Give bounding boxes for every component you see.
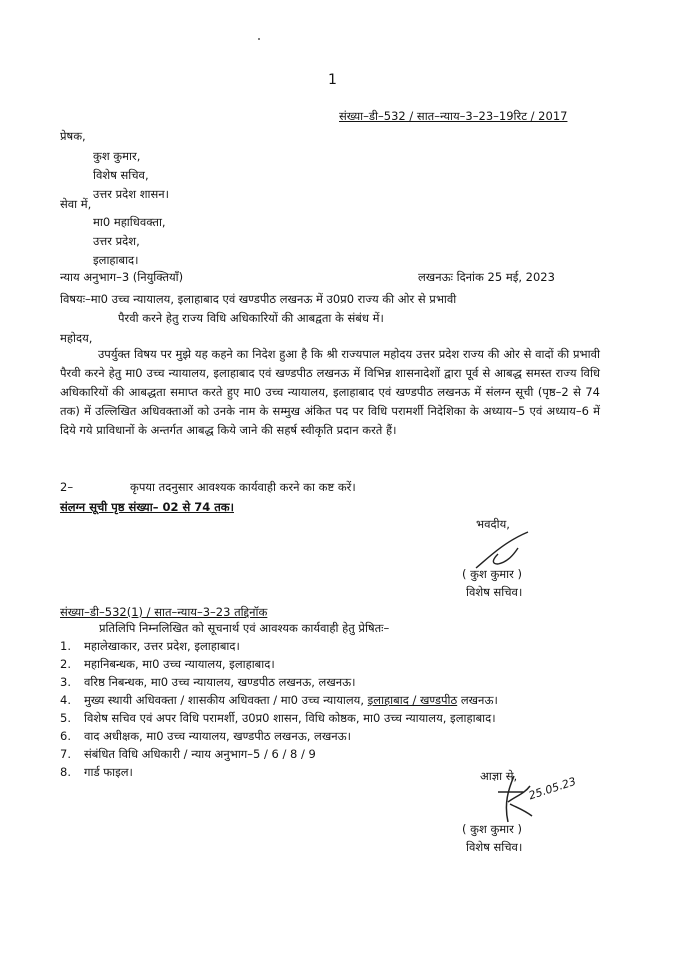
closing: भवदीय, — [476, 517, 510, 531]
list-item: 6. वाद अधीक्षक, मा0 उच्च न्यायालय, खण्डपीठ लखनऊ, लखनऊ। — [60, 729, 352, 743]
recipient-state: उत्तर प्रदेश, — [93, 234, 140, 248]
point-2-text: कृपया तदनुसार आवश्यक कार्यवाही करने का कष्ट करें। — [130, 480, 356, 494]
list-item: 4. मुख्य स्थायी अधिवक्ता / शासकीय अधिवक्ता / मा0 उच्च न्यायालय, इलाहाबाद / खण्डपीठ लखनऊ। — [60, 693, 498, 707]
recipient-label: सेवा में, — [60, 197, 92, 211]
list-item: 8. गार्ड फाइल। — [60, 765, 133, 779]
salutation: महोदय, — [60, 331, 93, 345]
recipient-name: मा0 महाधिवक्ता, — [93, 215, 166, 229]
sender-office: उत्तर प्रदेश शासन। — [93, 187, 170, 201]
signature-2-date: 25.05.23 — [527, 774, 578, 803]
sender-designation: विशेष सचिव, — [93, 168, 149, 182]
place-date: लखनऊः दिनांक 25 मई, 2023 — [418, 270, 555, 284]
list-item: 3. वरिष्ठ निबन्धक, मा0 उच्च न्यायालय, खण्डपीठ लखनऊ, लखनऊ। — [60, 675, 356, 689]
recipient-city: इलाहाबाद। — [93, 253, 139, 267]
list-item: 2. महानिबन्धक, मा0 उच्च न्यायालय, इलाहाबाद। — [60, 657, 275, 671]
list-item: 5. विशेष सचिव एवं अपर विधि परामर्शी, उ0प्र0 शासन, विधि कोष्ठक, मा0 उच्च न्यायालय, इलाहाबाद। — [60, 711, 496, 725]
point-2-number: 2– — [60, 480, 74, 494]
list-item: 7. संबंधित विधि अधिकारी / न्याय अनुभाग–5 / 6 / 8 / 9 — [60, 747, 316, 761]
sender-name: कुश कुमार, — [93, 149, 141, 163]
page-number: 1 — [328, 72, 337, 88]
enclosure-note: संलग्न सूची पृष्ठ संख्या– 02 से 74 तक। — [60, 500, 234, 514]
reference-number: संख्या–डी–532 / सात–न्याय–3–23–19रिट / 2017 — [339, 109, 568, 123]
signature-1-name: ( कुश कुमार ) — [462, 567, 522, 581]
by-order: आज्ञा से, — [480, 769, 518, 783]
signature-1-designation: विशेष सचिव। — [466, 585, 523, 599]
signature-2-name: ( कुश कुमार ) — [462, 822, 522, 836]
subject-line-2: पैरवी करने हेतु राज्य विधि अधिकारियों की आबद्वता के संबंध में। — [118, 311, 384, 325]
copy-reference: संख्या–डी–532(1) / सात–न्याय–3–23 तद्दिनॉक — [60, 605, 268, 619]
sender-label: प्रेषक, — [60, 129, 86, 143]
body-paragraph: उपर्युक्त विषय पर मुझे यह कहने का निदेश हुआ है कि श्री राज्यपाल महोदय उत्तर प्रदेश राज्य की ओर से वादों की प्रभावी पैरवी करने हेतु मा0 उच्च न्यायालय, इलाहाबाद एवं खण्डपीठ लखनऊ में विभिन्न शासनादेशों द्वारा पूर्व से आबद्ध समस्त राज्य विधि अधिकारियों की आबद्धता समाप्त करते हुए मा0 उच्च न्यायालय, इलाहाबाद एवं खण्डपीठ लखनऊ में संलग्न सूची (पृष्ठ–2 से 74 तक) में उल्लिखित अधिवक्ताओं को उनके नाम के सम्मुख अंकित पद पर विधि परामर्शी निदेशिका के अध्याय–5 एवं अध्याय–6 में दिये गये प्राविधानों के अन्तर्गत आबद्ध किये जाने की सहर्ष स्वीकृति प्रदान करते हैं। — [60, 347, 600, 437]
section-name: न्याय अनुभाग–3 (नियुक्तियॉं) — [60, 270, 184, 284]
list-item: 1. महालेखाकार, उत्तर प्रदेश, इलाहाबाद। — [60, 639, 240, 653]
copy-intro: प्रतिलिपि निम्नलिखित को सूचनार्थ एवं आवश्यक कार्यवाही हेतु प्रेषितः– — [99, 621, 390, 635]
signature-2-designation: विशेष सचिव। — [466, 840, 523, 854]
scan-speck — [258, 38, 260, 40]
subject-line-1: विषयः–मा0 उच्च न्यायालय, इलाहाबाद एवं खण्डपीठ लखनऊ में उ0प्र0 राज्य की ओर से प्रभावी — [60, 292, 457, 306]
